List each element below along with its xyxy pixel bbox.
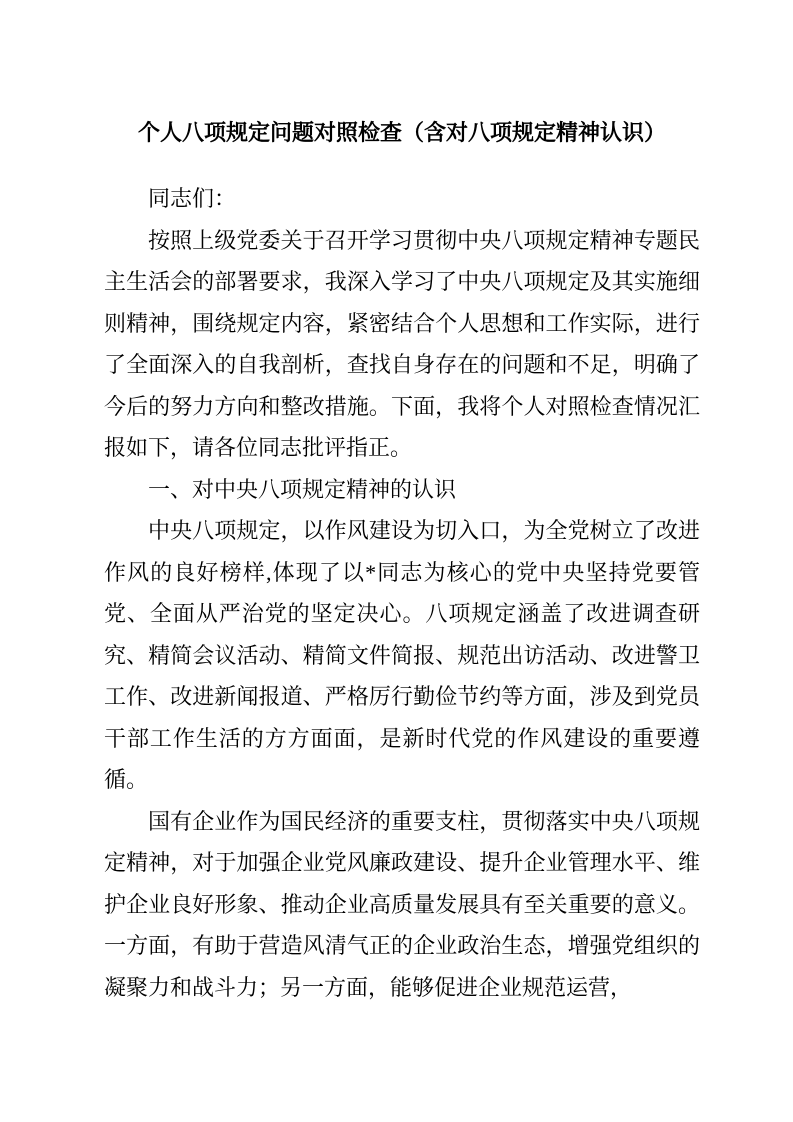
body-paragraph-eight-regulations: 中央八项规定，以作风建设为切入口，为全党树立了改进作风的良好榜样,体现了以*同志为核心的党中央坚持党要管党、全面从严治党的坚定决心。八项规定涵盖了改进调查研究、精简会议活动、精简文件简报、规范出访活动、改进警卫工作、改进新闻报道、严格厉行勤俭节约等方面，涉及到党员干部工作生活的方方面面，是新时代党的作风建设的重要遵循。 <box>104 518 700 792</box>
section-heading: 一、对中央八项规定精神的认识 <box>148 476 457 502</box>
body-paragraph-state-enterprise: 国有企业作为国民经济的重要支柱，贯彻落实中央八项规定精神，对于加强企业党风廉政建设、提升企业管理水平、维护企业良好形象、推动企业高质量发展具有至关重要的意义。一方面，有助于营造风清气正的企业政治生态，增强党组织的凝聚力和战斗力；另一方面，能够促进企业规范运营， <box>104 808 700 1000</box>
salutation-paragraph: 同志们： <box>148 186 237 211</box>
intro-paragraph: 按照上级党委关于召开学习贯彻中央八项规定精神专题民主生活会的部署要求，我深入学习了中央八项规定及其实施细则精神，围绕规定内容，紧密结合个人思想和工作实际，进行了全面深入的自我剖析，查找自身存在的问题和不足，明确了今后的努力方向和整改措施。下面，我将个人对照检查情况汇报如下，请各位同志批评指正。 <box>104 227 700 460</box>
document-content <box>104 0 700 1008</box>
document-title: 个人八项规定问题对照检查（含对八项规定精神认识） <box>137 120 666 145</box>
